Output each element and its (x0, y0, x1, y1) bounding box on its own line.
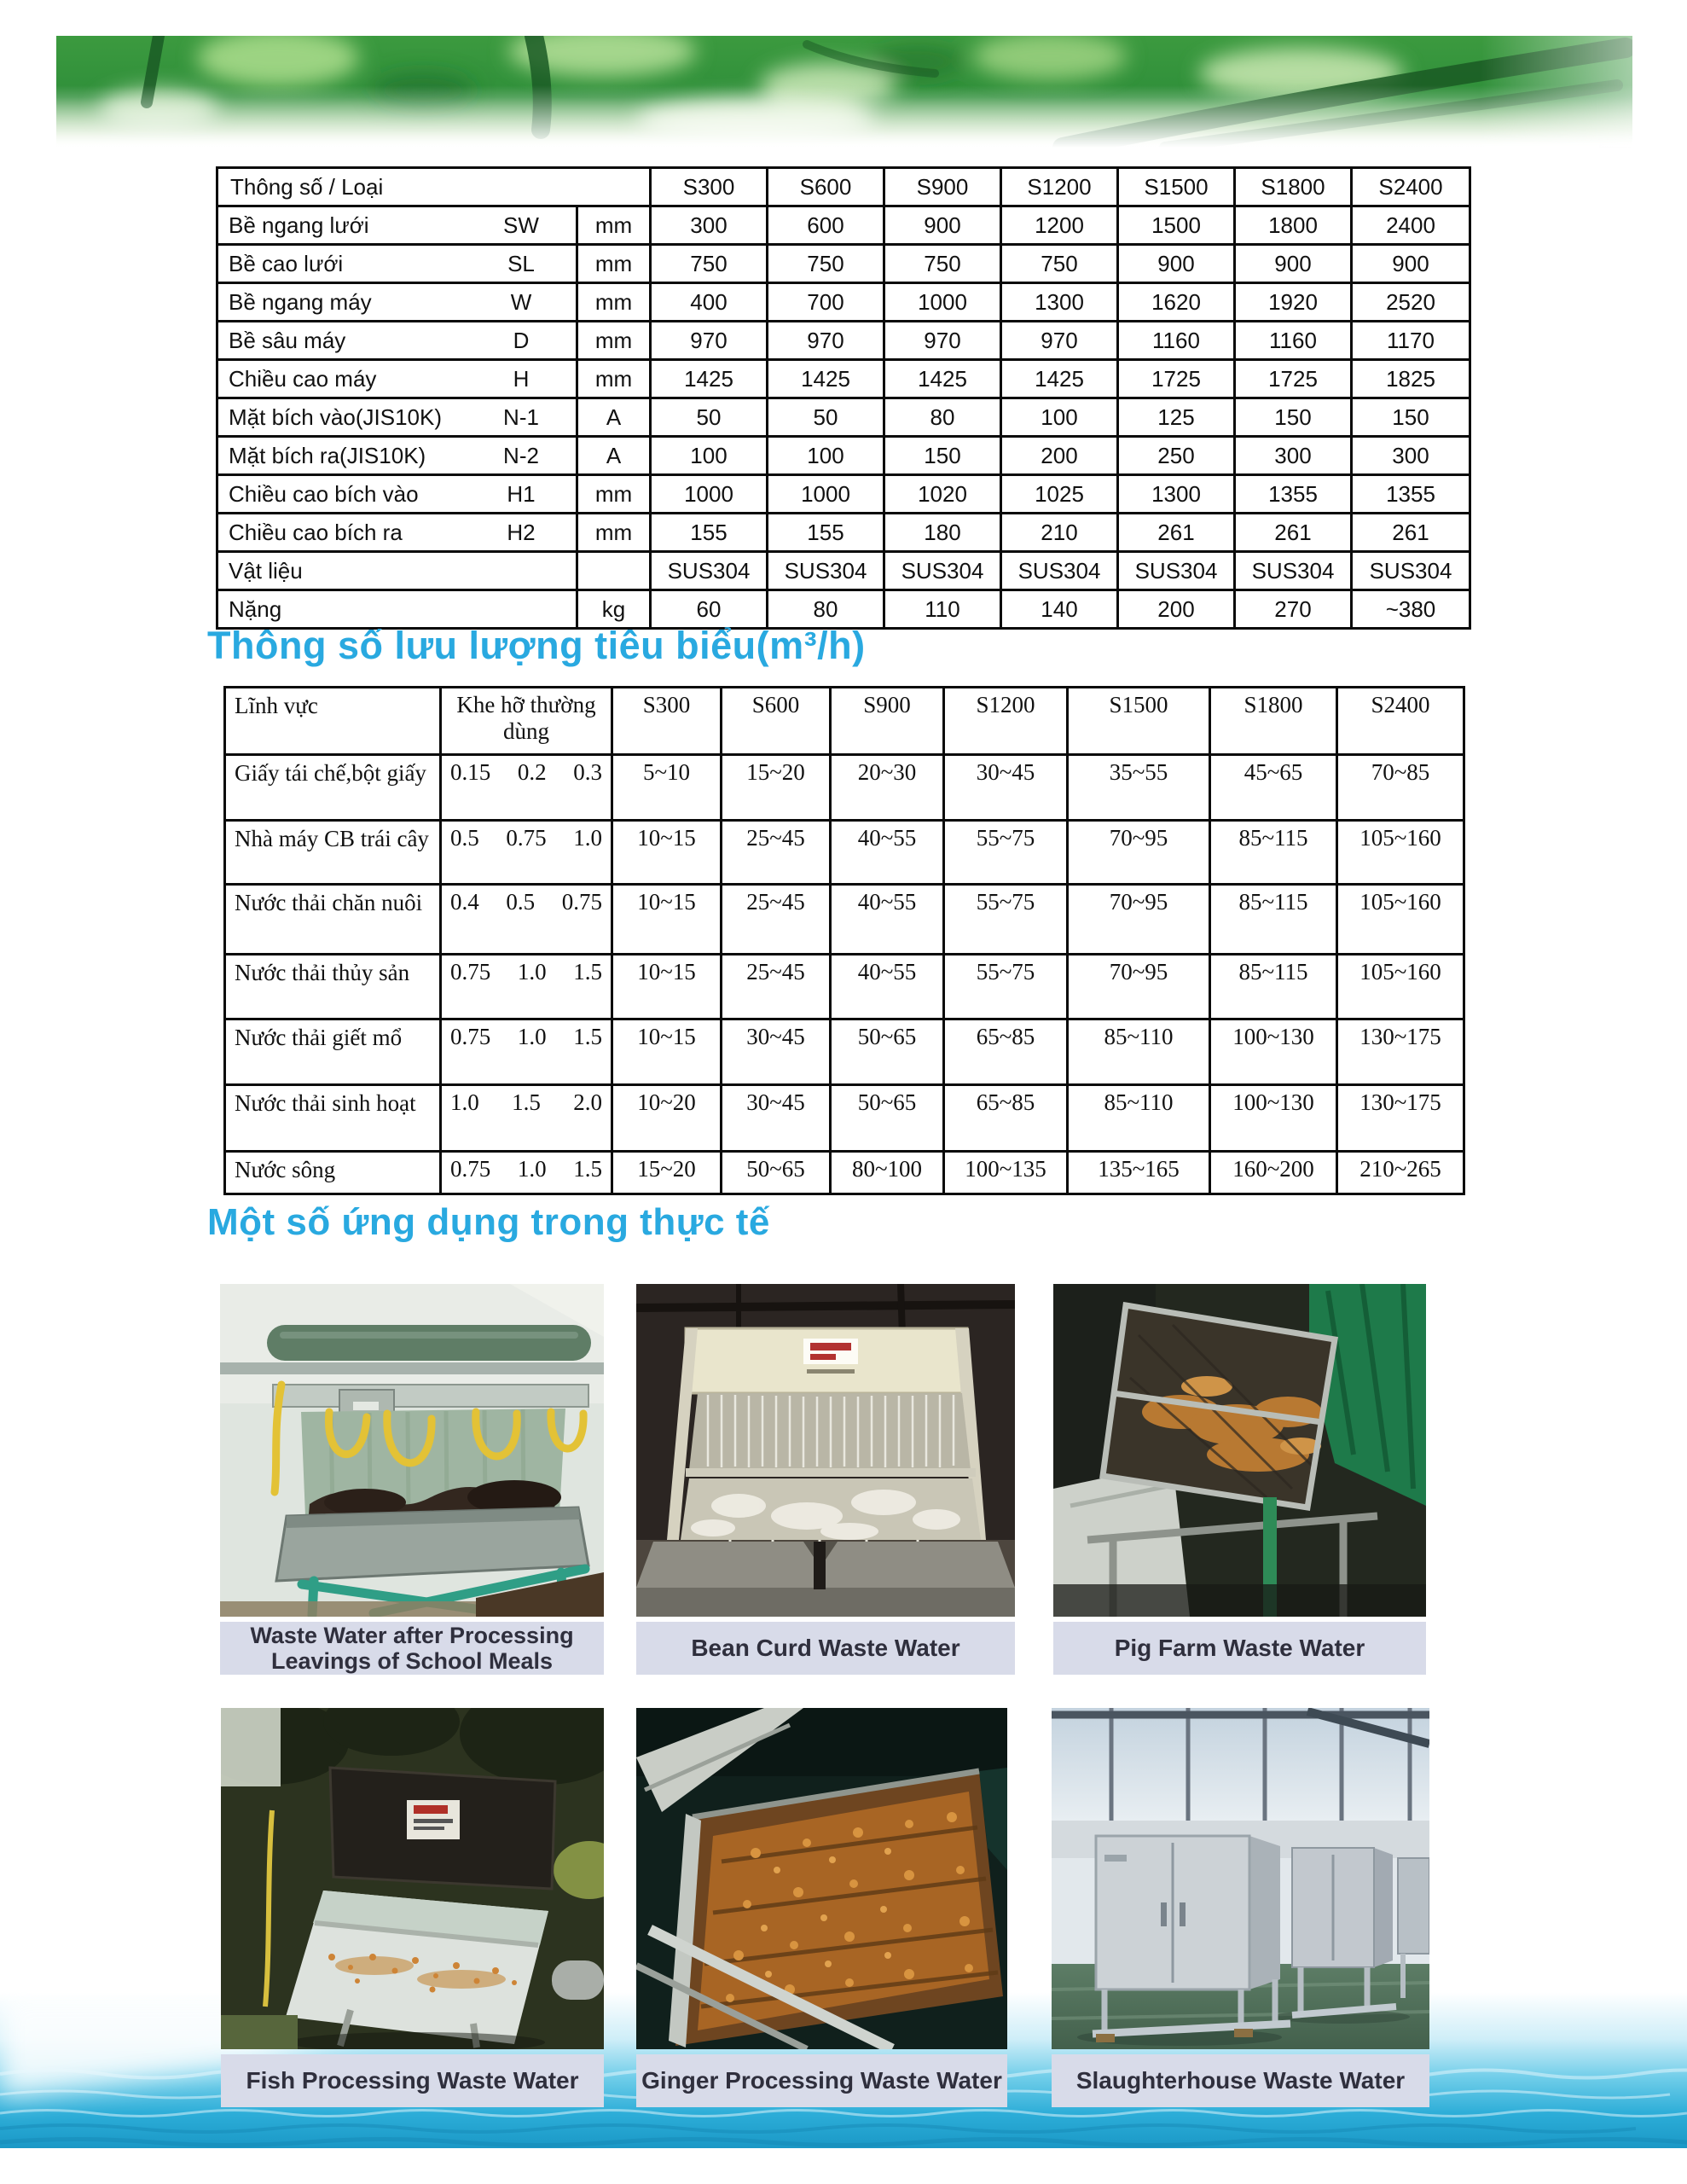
spec-value-cell: 400 (651, 283, 768, 322)
spec-model-header: S1500 (1118, 168, 1235, 206)
spec-value-cell: 900 (1235, 245, 1352, 283)
spec-unit-cell: kg (577, 590, 651, 629)
flow-row (225, 1085, 1464, 1152)
photo-slaughterhouse-image (1052, 1708, 1429, 2049)
spec-symbol: SW (503, 212, 539, 238)
flow-value-cell: 30~45 (944, 755, 1068, 821)
flow-value-cell: 50~65 (831, 1019, 944, 1085)
photo-fish-processing-image (221, 1708, 604, 2049)
flow-value-cell: 105~160 (1337, 821, 1464, 885)
spec-label: Mặt bích ra(JIS10K) (229, 442, 426, 468)
flow-value-cell: 55~75 (944, 955, 1068, 1019)
spec-value-cell: 1355 (1352, 475, 1470, 514)
flow-field-cell: Nhà máy CB trái cây (225, 821, 441, 885)
spec-value-cell: 261 (1235, 514, 1352, 552)
spec-value-cell: 1425 (884, 360, 1001, 398)
flow-table (223, 686, 1465, 1195)
flow-value-cell: 105~160 (1337, 955, 1464, 1019)
spec-row (217, 552, 1470, 590)
spec-value-cell: 200 (1001, 437, 1118, 475)
flow-gap-value: 0.4 (450, 889, 479, 915)
spec-label-cell (217, 245, 577, 283)
spec-value-cell: 1355 (1235, 475, 1352, 514)
flow-gap-header: Khe hỡ thường dùng (441, 688, 612, 755)
spec-symbol: H2 (507, 519, 536, 545)
spec-label: Vật liệu (229, 557, 303, 584)
spec-value-cell: 1425 (1001, 360, 1118, 398)
spec-unit-cell: mm (577, 514, 651, 552)
flow-gaps-cell (441, 1152, 612, 1194)
spec-label: Bề ngang máy (229, 288, 372, 315)
spec-value-cell: 270 (1235, 590, 1352, 629)
spec-symbol: D (513, 327, 530, 353)
spec-unit-cell (577, 552, 651, 590)
spec-value-cell: 150 (1352, 398, 1470, 437)
spec-value-cell: 1170 (1352, 322, 1470, 360)
spec-value-cell: 50 (768, 398, 884, 437)
spec-row (217, 360, 1470, 398)
spec-value-cell: 1425 (768, 360, 884, 398)
photo-caption: Waste Water after Processing Leavings of School Meals (220, 1622, 604, 1675)
flow-value-cell: 70~85 (1337, 755, 1464, 821)
spec-row (217, 398, 1470, 437)
flow-row (225, 821, 1464, 885)
flow-row (225, 885, 1464, 955)
spec-unit-cell: A (577, 437, 651, 475)
spec-label-cell (217, 590, 577, 629)
flow-value-cell: 70~95 (1068, 955, 1210, 1019)
flow-value-cell: 20~30 (831, 755, 944, 821)
spec-label-cell (217, 514, 577, 552)
flow-field-cell: Nước thải thủy sản (225, 955, 441, 1019)
spec-value-cell: 1725 (1235, 360, 1352, 398)
spec-value-cell: 970 (768, 322, 884, 360)
flow-gap-value: 2.0 (573, 1089, 602, 1115)
spec-value-cell: 100 (768, 437, 884, 475)
spec-label: Bề sâu máy (229, 327, 346, 353)
spec-value-cell: 155 (651, 514, 768, 552)
spec-symbol: N-1 (503, 404, 539, 430)
spec-unit-cell: A (577, 398, 651, 437)
spec-table (216, 166, 1471, 630)
photo-school-meals-image (220, 1284, 604, 1617)
spec-value-cell: 900 (884, 206, 1001, 245)
spec-value-cell: 250 (1118, 437, 1235, 475)
spec-unit-cell: mm (577, 206, 651, 245)
flow-gaps-cell (441, 1085, 612, 1152)
flow-value-cell: 100~130 (1210, 1019, 1337, 1085)
spec-value-cell: 700 (768, 283, 884, 322)
flow-value-cell: 5~10 (612, 755, 722, 821)
spec-value-cell: 1200 (1001, 206, 1118, 245)
flow-gap-value: 0.75 (450, 1156, 491, 1182)
flow-value-cell: 30~45 (722, 1019, 831, 1085)
spec-label-cell (217, 475, 577, 514)
flow-value-cell: 100~135 (944, 1152, 1068, 1194)
photo-ginger-processing-image (636, 1708, 1007, 2049)
photo-pig-farm-image (1053, 1284, 1426, 1617)
flow-value-cell: 70~95 (1068, 885, 1210, 955)
photo-school-meals (220, 1284, 604, 1675)
spec-label-cell (217, 322, 577, 360)
spec-value-cell: 1160 (1118, 322, 1235, 360)
flow-gaps-cell (441, 1019, 612, 1085)
flow-value-cell: 10~15 (612, 885, 722, 955)
spec-label-cell (217, 360, 577, 398)
spec-unit-cell: mm (577, 360, 651, 398)
spec-value-cell: 970 (651, 322, 768, 360)
photo-pig-farm (1053, 1284, 1426, 1675)
flow-value-cell: 70~95 (1068, 821, 1210, 885)
flow-row (225, 955, 1464, 1019)
flow-field-cell: Nước sông (225, 1152, 441, 1194)
spec-value-cell: 1300 (1001, 283, 1118, 322)
spec-row (217, 322, 1470, 360)
flow-value-cell: 85~115 (1210, 955, 1337, 1019)
spec-row (217, 475, 1470, 514)
spec-row (217, 514, 1470, 552)
spec-label: Bề cao lưới (229, 250, 344, 276)
spec-model-header: S300 (651, 168, 768, 206)
spec-value-cell: 125 (1118, 398, 1235, 437)
flow-value-cell: 40~55 (831, 885, 944, 955)
spec-value-cell: 1000 (768, 475, 884, 514)
spec-value-cell: 300 (1235, 437, 1352, 475)
spec-value-cell: 261 (1352, 514, 1470, 552)
spec-value-cell: 1920 (1235, 283, 1352, 322)
photo-ginger-processing (636, 1708, 1007, 2107)
spec-label: Chiều cao bích vào (229, 480, 419, 507)
flow-gap-value: 1.5 (573, 959, 602, 985)
photo-caption: Slaughterhouse Waste Water (1052, 2054, 1429, 2107)
spec-label: Mặt bích vào(JIS10K) (229, 404, 442, 430)
flow-model-header: S300 (612, 688, 722, 755)
flow-section-title: Thông số lưu lượng tiêu biểu(m³/h) (207, 624, 866, 667)
spec-row (217, 437, 1470, 475)
spec-value-cell: 600 (768, 206, 884, 245)
spec-value-cell: 970 (884, 322, 1001, 360)
flow-value-cell: 85~115 (1210, 821, 1337, 885)
flow-gap-value: 1.0 (517, 1156, 547, 1182)
flow-model-header: S1200 (944, 688, 1068, 755)
photo-caption: Fish Processing Waste Water (221, 2054, 604, 2107)
flow-gap-value: 0.5 (450, 825, 479, 851)
spec-unit-cell: mm (577, 475, 651, 514)
spec-value-cell: SUS304 (651, 552, 768, 590)
flow-gap-value: 1.0 (573, 825, 602, 851)
spec-label: Nặng (229, 595, 282, 622)
spec-value-cell: 1000 (884, 283, 1001, 322)
spec-value-cell: 1725 (1118, 360, 1235, 398)
apps-section-title: Một số ứng dụng trong thực tế (207, 1201, 770, 1243)
flow-value-cell: 105~160 (1337, 885, 1464, 955)
flow-value-cell: 40~55 (831, 955, 944, 1019)
spec-value-cell: SUS304 (1235, 552, 1352, 590)
flow-value-cell: 160~200 (1210, 1152, 1337, 1194)
flow-value-cell: 135~165 (1068, 1152, 1210, 1194)
photo-fish-processing (221, 1708, 604, 2107)
flow-gap-value: 1.0 (517, 1024, 547, 1049)
flow-model-header: S1500 (1068, 688, 1210, 755)
flow-gap-value: 0.75 (561, 889, 602, 915)
flow-gap-value: 1.5 (512, 1089, 541, 1115)
spec-value-cell: 140 (1001, 590, 1118, 629)
spec-symbol: H (513, 365, 530, 392)
spec-value-cell: 750 (884, 245, 1001, 283)
spec-value-cell: 155 (768, 514, 884, 552)
spec-value-cell: 150 (1235, 398, 1352, 437)
spec-value-cell: 1020 (884, 475, 1001, 514)
spec-value-cell: 1500 (1118, 206, 1235, 245)
flow-gap-value: 0.75 (450, 1024, 491, 1049)
spec-value-cell: 900 (1352, 245, 1470, 283)
spec-value-cell: 180 (884, 514, 1001, 552)
flow-value-cell: 65~85 (944, 1085, 1068, 1152)
spec-value-cell: 300 (651, 206, 768, 245)
spec-label-cell (217, 437, 577, 475)
flow-value-cell: 15~20 (612, 1152, 722, 1194)
forest-banner-image (56, 36, 1632, 148)
spec-value-cell: 2400 (1352, 206, 1470, 245)
flow-value-cell: 50~65 (831, 1085, 944, 1152)
flow-gap-value: 1.5 (573, 1156, 602, 1182)
spec-value-cell: SUS304 (1352, 552, 1470, 590)
spec-label-cell (217, 552, 577, 590)
flow-value-cell: 80~100 (831, 1152, 944, 1194)
spec-unit-cell: mm (577, 283, 651, 322)
flow-value-cell: 85~110 (1068, 1019, 1210, 1085)
spec-value-cell: 1160 (1235, 322, 1352, 360)
flow-gap-value: 1.0 (517, 959, 547, 985)
photo-caption: Ginger Processing Waste Water (636, 2054, 1007, 2107)
flow-field-cell: Giấy tái chế,bột giấy (225, 755, 441, 821)
spec-value-cell: 1425 (651, 360, 768, 398)
flow-gaps-cell (441, 955, 612, 1019)
spec-model-header: S600 (768, 168, 884, 206)
flow-value-cell: 25~45 (722, 821, 831, 885)
flow-value-cell: 35~55 (1068, 755, 1210, 821)
flow-gaps-cell (441, 885, 612, 955)
spec-row (217, 283, 1470, 322)
flow-gap-value: 1.5 (573, 1024, 602, 1049)
flow-value-cell: 10~15 (612, 821, 722, 885)
spec-value-cell: 80 (884, 398, 1001, 437)
spec-value-cell: 1800 (1235, 206, 1352, 245)
spec-unit-cell: mm (577, 245, 651, 283)
spec-value-cell: 750 (1001, 245, 1118, 283)
flow-model-header: S2400 (1337, 688, 1464, 755)
spec-value-cell: 900 (1118, 245, 1235, 283)
flow-value-cell: 210~265 (1337, 1152, 1464, 1194)
flow-value-cell: 25~45 (722, 955, 831, 1019)
flow-value-cell: 100~130 (1210, 1085, 1337, 1152)
flow-gap-value: 0.2 (517, 759, 547, 785)
spec-value-cell: SUS304 (884, 552, 1001, 590)
spec-value-cell: 1825 (1352, 360, 1470, 398)
flow-field-cell: Nước thải sinh hoạt (225, 1085, 441, 1152)
spec-value-cell: 210 (1001, 514, 1118, 552)
flow-value-cell: 85~115 (1210, 885, 1337, 955)
spec-value-cell: 100 (1001, 398, 1118, 437)
spec-value-cell: 110 (884, 590, 1001, 629)
flow-field-cell: Nước thải giết mổ (225, 1019, 441, 1085)
flow-row (225, 1019, 1464, 1085)
flow-gaps-cell (441, 821, 612, 885)
photo-caption: Pig Farm Waste Water (1053, 1622, 1426, 1675)
spec-value-cell: 60 (651, 590, 768, 629)
spec-corner-cell: Thông số / Loại (217, 168, 651, 206)
flow-model-header: S900 (831, 688, 944, 755)
spec-label: Chiều cao bích ra (229, 519, 403, 545)
photo-caption: Bean Curd Waste Water (636, 1622, 1015, 1675)
spec-model-header: S1800 (1235, 168, 1352, 206)
spec-value-cell: 50 (651, 398, 768, 437)
spec-row (217, 206, 1470, 245)
spec-row (217, 245, 1470, 283)
flow-value-cell: 10~20 (612, 1085, 722, 1152)
spec-value-cell: ~380 (1352, 590, 1470, 629)
spec-value-cell: 750 (768, 245, 884, 283)
spec-value-cell: 261 (1118, 514, 1235, 552)
flow-value-cell: 85~110 (1068, 1085, 1210, 1152)
spec-symbol: H1 (507, 480, 536, 507)
flow-value-cell: 10~15 (612, 955, 722, 1019)
flow-gap-value: 1.0 (450, 1089, 479, 1115)
spec-value-cell: 80 (768, 590, 884, 629)
spec-value-cell: 1000 (651, 475, 768, 514)
spec-value-cell: SUS304 (1001, 552, 1118, 590)
flow-value-cell: 45~65 (1210, 755, 1337, 821)
flow-value-cell: 15~20 (722, 755, 831, 821)
flow-value-cell: 55~75 (944, 885, 1068, 955)
flow-gap-value: 0.5 (506, 889, 536, 915)
flow-value-cell: 10~15 (612, 1019, 722, 1085)
flow-field-header: Lĩnh vực (225, 688, 441, 755)
flow-field-cell: Nước thải chăn nuôi (225, 885, 441, 955)
spec-symbol: N-2 (503, 442, 539, 468)
flow-value-cell: 130~175 (1337, 1019, 1464, 1085)
spec-value-cell: 1300 (1118, 475, 1235, 514)
spec-value-cell: 970 (1001, 322, 1118, 360)
spec-label: Bề ngang lưới (229, 212, 369, 238)
flow-value-cell: 30~45 (722, 1085, 831, 1152)
flow-row (225, 1152, 1464, 1194)
photo-slaughterhouse (1052, 1708, 1429, 2107)
spec-model-header: S1200 (1001, 168, 1118, 206)
spec-label-cell (217, 206, 577, 245)
flow-row (225, 755, 1464, 821)
photo-bean-curd (636, 1284, 1015, 1675)
spec-label-cell (217, 398, 577, 437)
spec-header-row (217, 168, 1470, 206)
spec-unit-cell: mm (577, 322, 651, 360)
flow-value-cell: 40~55 (831, 821, 944, 885)
spec-value-cell: SUS304 (768, 552, 884, 590)
spec-label: Chiều cao máy (229, 365, 377, 392)
flow-gap-value: 0.15 (450, 759, 491, 785)
spec-symbol: W (510, 288, 532, 315)
spec-value-cell: 1620 (1118, 283, 1235, 322)
flow-value-cell: 55~75 (944, 821, 1068, 885)
flow-gap-value: 0.75 (506, 825, 547, 851)
flow-gaps-cell (441, 755, 612, 821)
spec-value-cell: 100 (651, 437, 768, 475)
spec-value-cell: 200 (1118, 590, 1235, 629)
spec-model-header: S900 (884, 168, 1001, 206)
flow-header-row (225, 688, 1464, 755)
flow-model-header: S600 (722, 688, 831, 755)
spec-value-cell: 150 (884, 437, 1001, 475)
spec-value-cell: 750 (651, 245, 768, 283)
spec-value-cell: SUS304 (1118, 552, 1235, 590)
photo-bean-curd-image (636, 1284, 1015, 1617)
spec-value-cell: 1025 (1001, 475, 1118, 514)
flow-value-cell: 130~175 (1337, 1085, 1464, 1152)
flow-model-header: S1800 (1210, 688, 1337, 755)
flow-value-cell: 50~65 (722, 1152, 831, 1194)
flow-gap-value: 0.75 (450, 959, 491, 985)
spec-value-cell: 2520 (1352, 283, 1470, 322)
flow-value-cell: 65~85 (944, 1019, 1068, 1085)
spec-row (217, 590, 1470, 629)
spec-label-cell (217, 283, 577, 322)
flow-value-cell: 25~45 (722, 885, 831, 955)
flow-gap-value: 0.3 (573, 759, 602, 785)
spec-symbol: SL (507, 250, 535, 276)
spec-value-cell: 300 (1352, 437, 1470, 475)
spec-model-header: S2400 (1352, 168, 1470, 206)
